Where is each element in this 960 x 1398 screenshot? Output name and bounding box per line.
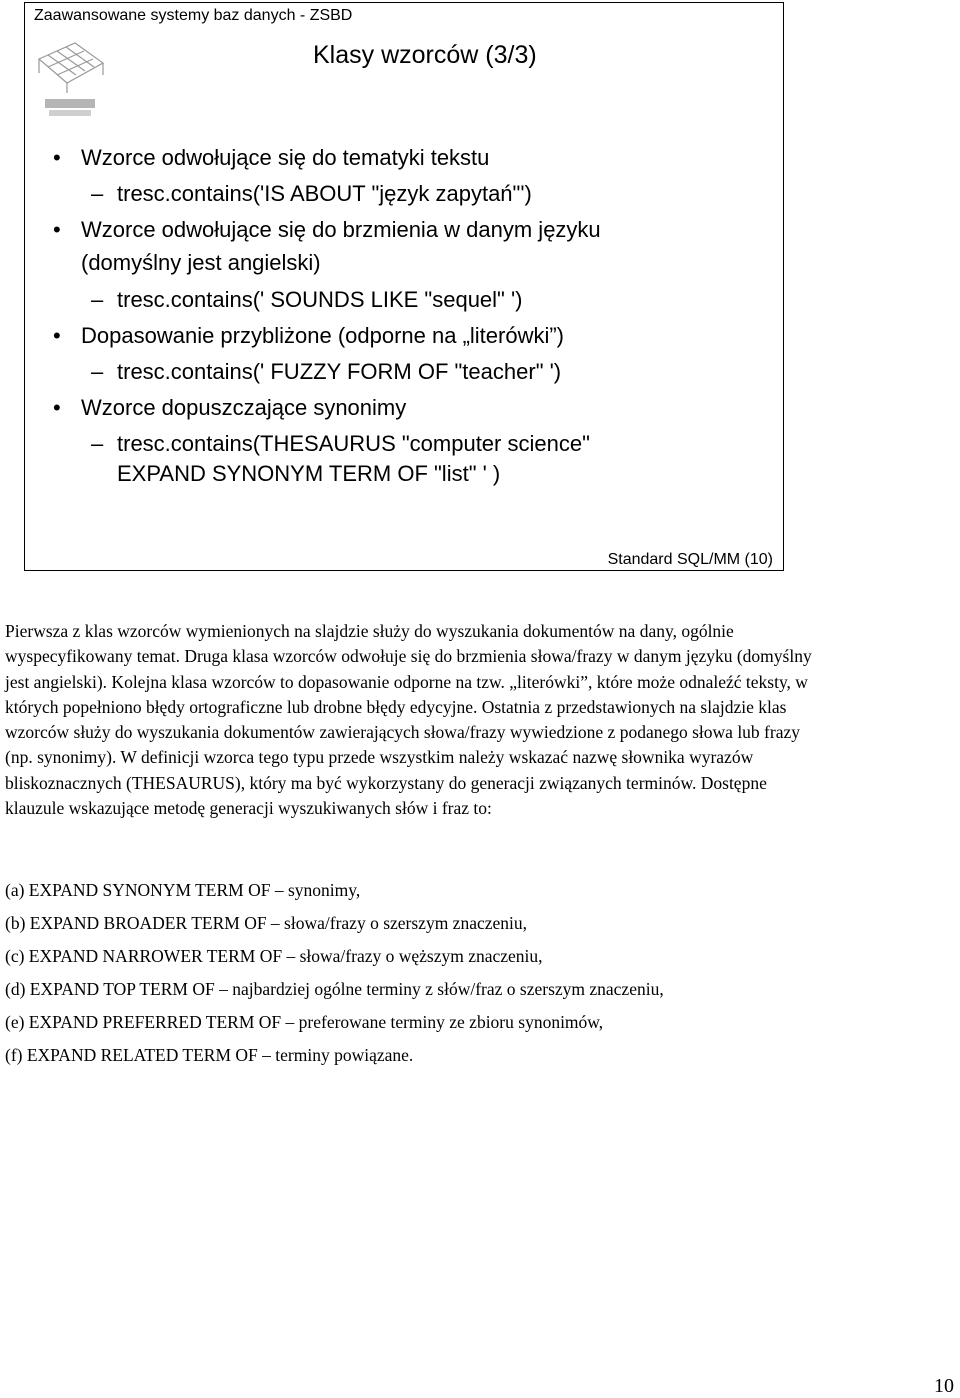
- list-item: (e) EXPAND PREFERRED TERM OF – preferowane terminy ze zbioru synonimów,: [5, 1012, 604, 1032]
- lecture-notes: [5, 619, 820, 821]
- bullet-item: Dopasowanie przybliżone (odporne na „literówki”): [81, 323, 565, 348]
- sub-item-code: tresc.contains('IS ABOUT "język zapytań"'): [117, 181, 532, 206]
- dash-marker: –: [91, 431, 104, 456]
- bullet-marker: •: [53, 217, 61, 242]
- slide-title: Klasy wzorców (3/3): [313, 41, 537, 69]
- slide-header: Zaawansowane systemy baz danych - ZSBD: [34, 7, 353, 24]
- sub-item-code: tresc.contains(' SOUNDS LIKE "sequel" '): [117, 287, 523, 312]
- list-item: (f) EXPAND RELATED TERM OF – terminy powiązane.: [5, 1045, 414, 1065]
- university-logo: [35, 33, 107, 129]
- slide-frame: [24, 2, 784, 571]
- slide-footer: Standard SQL/MM (10): [607, 551, 773, 568]
- bullet-item-continued: (domyślny jest angielski): [81, 250, 321, 275]
- bullet-item: Wzorce odwołujące się do tematyki tekstu: [81, 145, 490, 170]
- page-number: 10: [934, 1375, 954, 1397]
- sub-item-code-continued: EXPAND SYNONYM TERM OF "list" ' ): [117, 461, 501, 486]
- notes-paragraph: Pierwsza z klas wzorców wymienionych na slajdzie służy do wyszukania dokumentów na dany, ogólnie wyspecyfikowany temat. Druga klasa wzorców odwołuje się do brzmienia słowa/frazy w danym języku (domyślny jest angielski). Kolejna klasa wzorców to dopasowanie odporne na tzw. „literówki”, które może odnaleźć teksty, w których popełniono błędy ortograficzne lub drobne błędy edycyjne. Ostatnia z przedstawionych na slajdzie klas wzorców służy do wyszukania dokumentów zawierających słowa/frazy wywiedzione z podanego słowa lub frazy (np. synonimy). W definicji wzorca tego typu przede wszystkim należy wskazać nazwę słownika wyrazów bliskoznacznych (THESAURUS), który ma być wykorzystany do generacji związanych terminów. Dostępne klauzule wskazujące metodę generacji wyszukiwanych słów i fraz to:: [5, 621, 812, 819]
- list-item: (c) EXPAND NARROWER TERM OF – słowa/frazy o węższym znaczeniu,: [5, 946, 543, 966]
- bullet-marker: •: [53, 145, 61, 170]
- dash-marker: –: [91, 359, 104, 384]
- sub-item-code: tresc.contains(THESAURUS "computer science": [117, 431, 590, 456]
- list-item: (d) EXPAND TOP TERM OF – najbardziej ogólne terminy z słów/fraz o szerszym znaczeniu,: [5, 979, 664, 999]
- list-item: (b) EXPAND BROADER TERM OF – słowa/frazy o szerszym znaczeniu,: [5, 913, 528, 933]
- bullet-marker: •: [53, 395, 61, 420]
- dash-marker: –: [91, 287, 104, 312]
- bullet-marker: •: [53, 323, 61, 348]
- list-item: (a) EXPAND SYNONYM TERM OF – synonimy,: [5, 880, 361, 900]
- bullet-item: Wzorce dopuszczające synonimy: [81, 395, 407, 420]
- bullet-item: Wzorce odwołujące się do brzmienia w danym języku: [81, 217, 601, 242]
- dash-marker: –: [91, 181, 104, 206]
- sub-item-code: tresc.contains(' FUZZY FORM OF "teacher" '): [117, 359, 562, 384]
